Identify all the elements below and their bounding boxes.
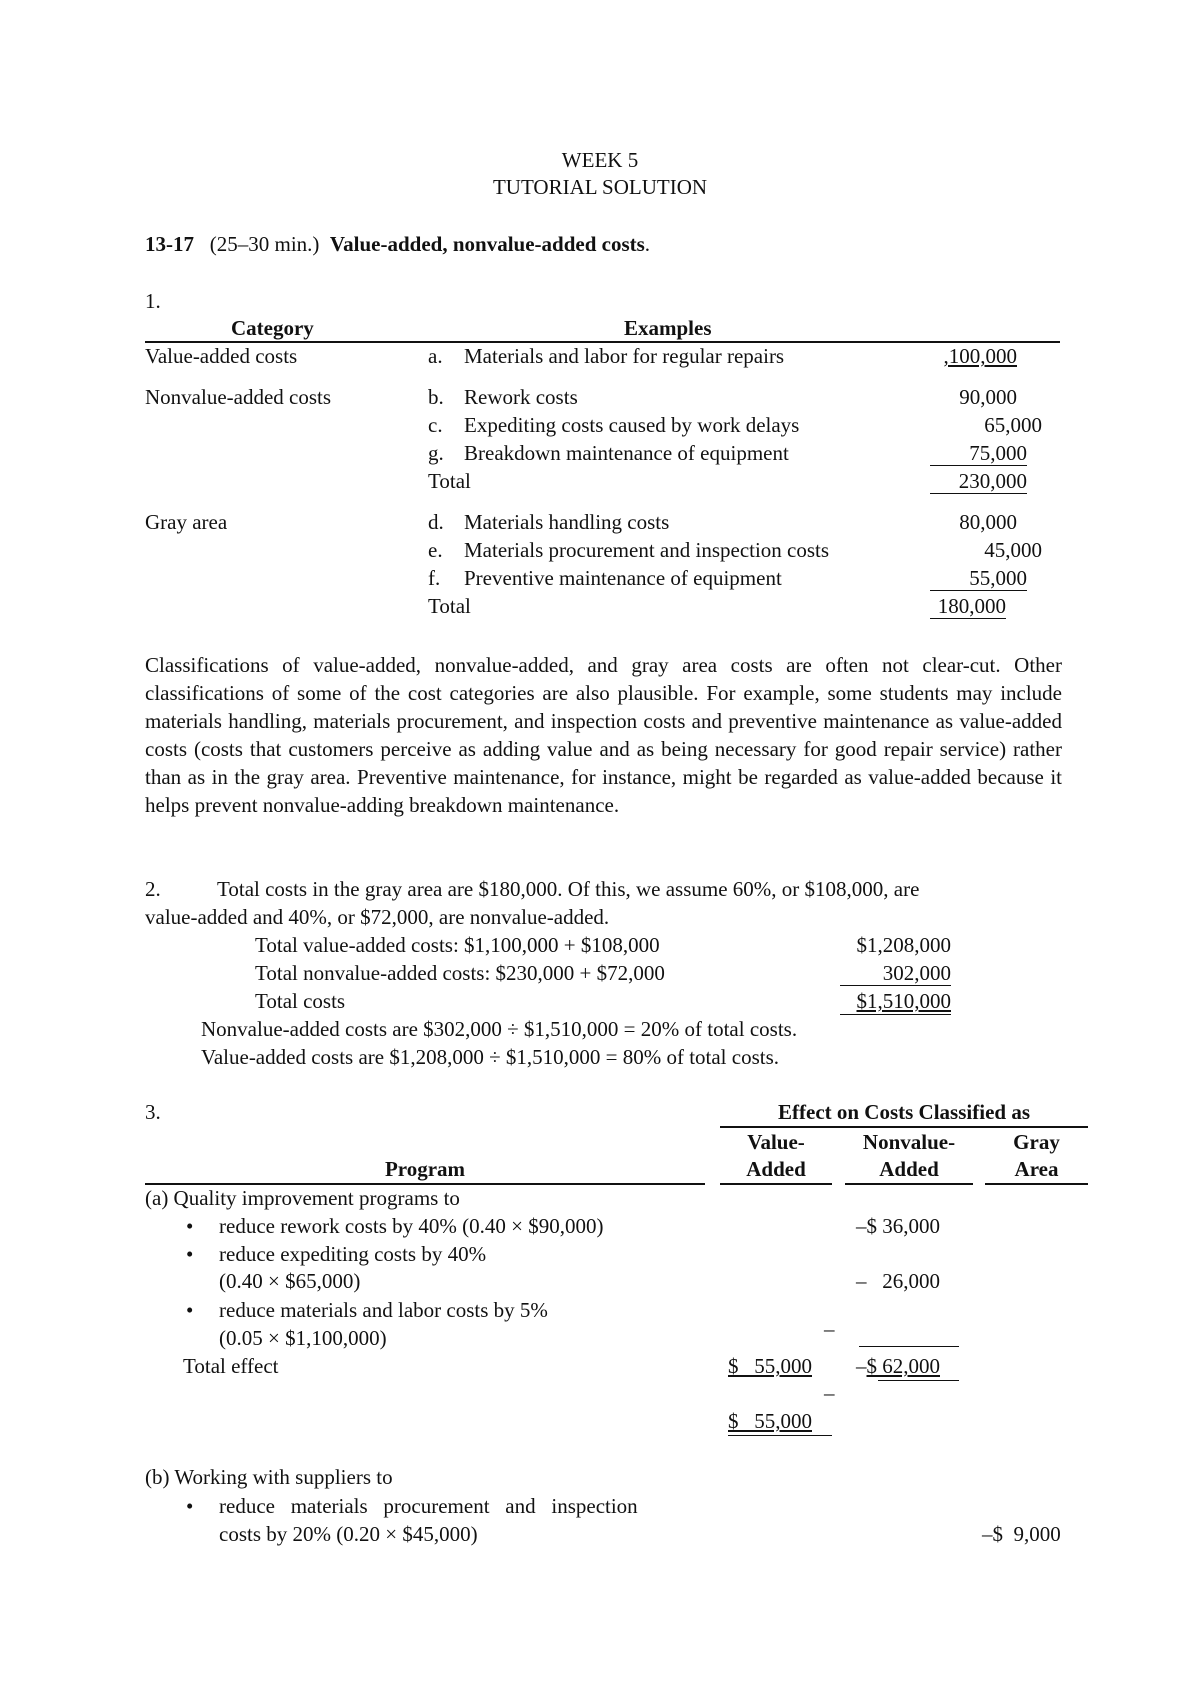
subtotal-rule [840,985,951,986]
bullet: • [186,1298,194,1322]
item-letter: b. [428,385,444,409]
item-amount: 45,000 [984,538,1042,562]
tutorial-title: TUTORIAL SOLUTION [492,175,708,199]
bullet: • [186,1494,194,1518]
table-header-rule [145,341,1060,343]
item-amount: 80,000 [959,510,1017,534]
item-letter: c. [428,413,443,437]
item-description: Materials procurement and inspection costs [464,538,830,562]
part2-label: 2. [145,877,161,901]
item-letter: e. [428,538,443,562]
total-label: Total [428,594,471,618]
program-a-item3-line2: (0.05 × $1,100,000) [219,1326,387,1350]
category-value-added: Value-added costs [145,344,298,368]
gray-col-rule [985,1183,1088,1185]
item-letter: g. [428,441,444,465]
program-a-item3-va: – [824,1317,835,1341]
total-costs-label: Total costs [255,989,346,1013]
group-header-rule [720,1126,1088,1128]
category-nonvalue-added: Nonvalue-added costs [145,385,332,409]
total-effect-nva-value: $ 62,000 [866,1354,940,1378]
col-category: Category [231,316,314,340]
item-amount: 90,000 [959,385,1017,409]
col-nonvalue-added-line2: Added [879,1157,939,1181]
problem-number: 13-17 [145,232,194,256]
program-b-title: (b) Working with suppliers to [145,1465,393,1489]
program-b-item1-line2: costs by 20% (0.20 × $45,000) [219,1522,478,1546]
program-a-item2-line1: reduce expediting costs by 40% [219,1242,487,1266]
nva-col-rule [845,1183,973,1185]
col-program: Program [384,1157,466,1181]
part2-intro-line1: Total costs in the gray area are $180,000. Of this, we assume 60%, or $108,000, are [217,877,920,901]
col-value-added-line1: Value- [747,1130,805,1154]
part1-label: 1. [145,289,161,313]
program-a-item2-nva: – 26,000 [856,1269,940,1293]
total-value-added-label: Total value-added costs: $1,100,000 + $108,000 [255,933,660,957]
classification-paragraph: Classifications of value-added, nonvalue-added, and gray area costs are often not clear-cut. Other classifications of some of the cost categories are also plausible. For example, some students may include materials handling, materials procurement, and inspection costs and preventive maintenance as value-added costs (costs that customers perceive as adding value and as being necessary for good repair service) rather than as in the gray area. Preventive maintenance, for instance, might be regarded as value-added because it helps prevent nonvalue-adding breakdown maintenance. [145,653,1062,817]
item-description: Materials and labor for regular repairs [464,344,785,368]
item-letter: a. [428,344,443,368]
col-gray-area-line1: Gray [1013,1130,1060,1154]
week-title: WEEK 5 [561,148,639,172]
minus-sign: – [856,1354,867,1378]
item-amount: 65,000 [984,413,1042,437]
program-a-item1: reduce rework costs by 40% (0.40 × $90,000) [219,1214,604,1238]
total-effect-va: $ 55,000 [728,1354,812,1378]
item-description: Preventive maintenance of equipment [464,566,782,590]
total-value-added-amount: $1,208,000 [856,933,951,957]
program-col-rule [145,1183,705,1185]
col-nonvalue-added-line1: Nonvalue- [862,1130,956,1154]
col-value-added-line2: Added [746,1157,806,1181]
total-amount: 180,000 [937,594,1006,618]
total-nonvalue-added-label: Total nonvalue-added costs: $230,000 + $72,000 [255,961,665,985]
program-b-item1-gray: –$ 9,000 [982,1522,1061,1546]
nva-double-rule [878,1380,959,1381]
double-rule [840,1014,951,1015]
subtotal-rule [930,590,1027,591]
program-a-item2-line2: (0.40 × $65,000) [219,1269,361,1293]
total-label: Total [428,469,471,493]
program-a-item3-line1: reduce materials and labor costs by 5% [219,1298,548,1322]
problem-title: Value-added, nonvalue-added costs [329,232,645,256]
item-amount: 55,000 [969,566,1027,590]
bullet: • [186,1214,194,1238]
col-examples: Examples [624,316,712,340]
part2-intro-line2: value-added and 40%, or $72,000, are nonvalue-added. [145,905,610,929]
program-b-item1-line1: reduce materials procurement and inspection [219,1494,638,1518]
program-a-item1-nva: –$ 36,000 [856,1214,940,1238]
problem-time: (25–30 min.) [209,232,320,256]
effect-group-header: Effect on Costs Classified as [778,1100,1030,1124]
col-gray-area-line2: Area [1014,1157,1059,1181]
total-amount: 230,000 [958,469,1027,493]
item-description: Rework costs [464,385,578,409]
total-effect-label: Total effect [183,1354,279,1378]
item-amount: 75,000 [969,441,1027,465]
total-effect-nva [856,1356,940,1377]
part3-label: 3. [145,1100,161,1124]
item-description: Materials handling costs [464,510,670,534]
nva-subtotal-rule [859,1346,959,1347]
problem-period: . [644,232,651,256]
item-description: Expediting costs caused by work delays [464,413,800,437]
item-description: Breakdown maintenance of equipment [464,441,789,465]
category-gray-area: Gray area [145,510,228,534]
subtotal-rule [930,465,1027,466]
total-rule [930,493,1027,494]
nonvalue-added-percent-note: Nonvalue-added costs are $302,000 ÷ $1,510,000 = 20% of total costs. [201,1017,798,1041]
item-amount: ,100,000 [943,344,1017,368]
item-letter: f. [428,566,441,590]
total-costs-amount: $1,510,000 [856,989,951,1013]
total-effect-va-net: $ 55,000 [728,1409,812,1433]
program-a-title: (a) Quality improvement programs to [145,1186,460,1210]
total-effect-va-dash: – [824,1381,835,1405]
va-col-rule [720,1183,832,1185]
bullet: • [186,1242,194,1266]
problem-heading [145,234,650,255]
total-rule [930,618,1006,619]
total-nonvalue-added-amount: 302,000 [882,961,951,985]
item-letter: d. [428,510,444,534]
va-double-rule [728,1435,832,1436]
value-added-percent-note: Value-added costs are $1,208,000 ÷ $1,510,000 = 80% of total costs. [201,1045,780,1069]
